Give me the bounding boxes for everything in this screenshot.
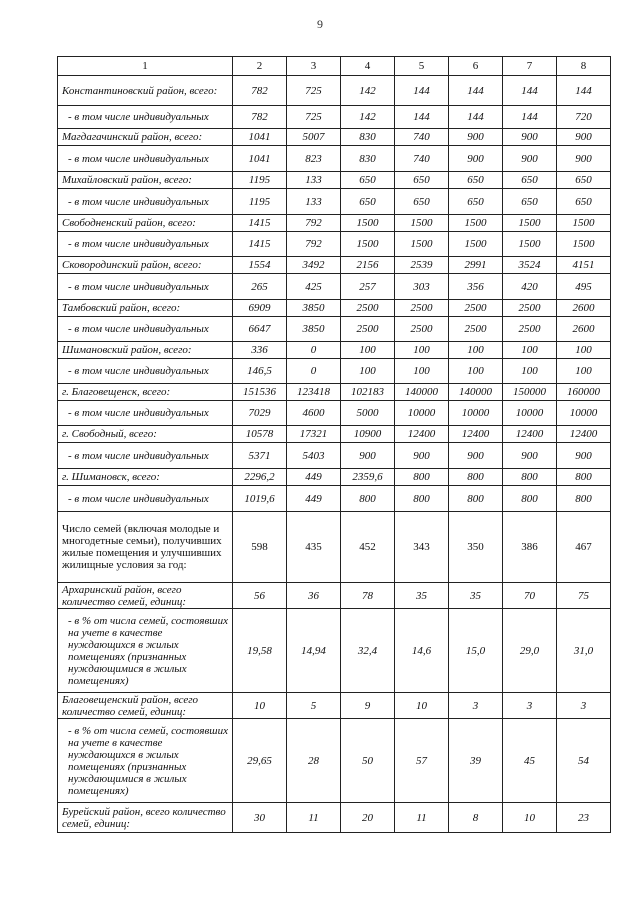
row-value-col-6: 2500 — [449, 317, 503, 342]
row-value-col-3: 5 — [287, 693, 341, 719]
row-value-col-4: 900 — [341, 443, 395, 469]
row-value-col-2: 1195 — [233, 189, 287, 215]
table-row — [58, 215, 611, 232]
table-row — [58, 693, 611, 719]
row-label: - в % от числа семей, состоявших на учете в качестве нуждающихся в жилых помещениях (признанных нуждающимися в жилых помещениях) — [58, 719, 233, 803]
row-value-col-2: 19,58 — [233, 609, 287, 693]
row-value-col-8: 720 — [557, 106, 611, 129]
row-value-col-3: 14,94 — [287, 609, 341, 693]
row-value-col-5: 800 — [395, 469, 449, 486]
row-value-col-5: 100 — [395, 359, 449, 384]
row-value-col-5: 650 — [395, 172, 449, 189]
row-value-col-4: 1500 — [341, 215, 395, 232]
row-value-col-5: 12400 — [395, 426, 449, 443]
row-value-col-6: 1500 — [449, 215, 503, 232]
row-value-col-5: 10 — [395, 693, 449, 719]
row-value-col-6: 39 — [449, 719, 503, 803]
row-value-col-3: 5007 — [287, 129, 341, 146]
row-value-col-8: 100 — [557, 342, 611, 359]
row-value-col-2: 6909 — [233, 300, 287, 317]
row-value-col-2: 336 — [233, 342, 287, 359]
row-value-col-6: 144 — [449, 106, 503, 129]
table-row — [58, 172, 611, 189]
row-value-col-6: 800 — [449, 486, 503, 512]
row-value-col-3: 3492 — [287, 257, 341, 274]
table-row — [58, 469, 611, 486]
row-value-col-5: 1500 — [395, 232, 449, 257]
row-value-col-6: 2991 — [449, 257, 503, 274]
row-value-col-8: 900 — [557, 443, 611, 469]
row-value-col-8: 800 — [557, 486, 611, 512]
row-value-col-3: 425 — [287, 274, 341, 300]
row-value-col-4: 100 — [341, 342, 395, 359]
column-number-4: 4 — [341, 57, 395, 76]
row-value-col-4: 50 — [341, 719, 395, 803]
row-value-col-6: 900 — [449, 146, 503, 172]
row-value-col-7: 2500 — [503, 317, 557, 342]
row-value-col-2: 1415 — [233, 232, 287, 257]
row-label: Шимановский район, всего: — [58, 342, 233, 359]
row-value-col-7: 70 — [503, 583, 557, 609]
row-value-col-7: 12400 — [503, 426, 557, 443]
row-value-col-5: 14,6 — [395, 609, 449, 693]
row-value-col-8: 900 — [557, 129, 611, 146]
row-value-col-6: 3 — [449, 693, 503, 719]
row-value-col-4: 142 — [341, 106, 395, 129]
row-value-col-5: 10000 — [395, 401, 449, 426]
row-value-col-3: 449 — [287, 469, 341, 486]
row-value-col-3: 792 — [287, 215, 341, 232]
row-value-col-3: 0 — [287, 342, 341, 359]
row-value-col-2: 265 — [233, 274, 287, 300]
row-value-col-2: 5371 — [233, 443, 287, 469]
row-label: г. Благовещенск, всего: — [58, 384, 233, 401]
row-value-col-8: 2600 — [557, 300, 611, 317]
column-number-8: 8 — [557, 57, 611, 76]
row-value-col-4: 2500 — [341, 317, 395, 342]
row-value-col-4: 100 — [341, 359, 395, 384]
row-value-col-4: 102183 — [341, 384, 395, 401]
row-value-col-3: 435 — [287, 512, 341, 583]
row-value-col-6: 10000 — [449, 401, 503, 426]
row-value-col-5: 1500 — [395, 215, 449, 232]
table-row — [58, 300, 611, 317]
row-value-col-6: 12400 — [449, 426, 503, 443]
row-value-col-8: 650 — [557, 189, 611, 215]
row-value-col-3: 36 — [287, 583, 341, 609]
table-row — [58, 401, 611, 426]
row-value-col-8: 900 — [557, 146, 611, 172]
row-value-col-6: 650 — [449, 172, 503, 189]
row-value-col-7: 3 — [503, 693, 557, 719]
row-value-col-3: 133 — [287, 189, 341, 215]
row-value-col-7: 100 — [503, 342, 557, 359]
row-value-col-8: 54 — [557, 719, 611, 803]
row-label: - в том числе индивидуальных — [58, 232, 233, 257]
row-value-col-4: 257 — [341, 274, 395, 300]
row-label: - в том числе индивидуальных — [58, 317, 233, 342]
row-value-col-7: 650 — [503, 189, 557, 215]
row-value-col-4: 78 — [341, 583, 395, 609]
row-value-col-6: 140000 — [449, 384, 503, 401]
row-value-col-6: 100 — [449, 359, 503, 384]
row-value-col-8: 1500 — [557, 232, 611, 257]
table-row — [58, 803, 611, 833]
row-label: - в том числе индивидуальных — [58, 401, 233, 426]
row-value-col-4: 2500 — [341, 300, 395, 317]
row-value-col-8: 467 — [557, 512, 611, 583]
row-value-col-7: 144 — [503, 106, 557, 129]
row-value-col-3: 5403 — [287, 443, 341, 469]
column-number-5: 5 — [395, 57, 449, 76]
table-row — [58, 232, 611, 257]
row-label: - в том числе индивидуальных — [58, 359, 233, 384]
row-value-col-3: 11 — [287, 803, 341, 833]
row-value-col-4: 10900 — [341, 426, 395, 443]
row-value-col-7: 1500 — [503, 215, 557, 232]
row-value-col-4: 9 — [341, 693, 395, 719]
row-value-col-2: 10578 — [233, 426, 287, 443]
row-label: Тамбовский район, всего: — [58, 300, 233, 317]
row-value-col-6: 144 — [449, 76, 503, 106]
row-value-col-3: 28 — [287, 719, 341, 803]
row-value-col-4: 830 — [341, 129, 395, 146]
row-value-col-2: 146,5 — [233, 359, 287, 384]
row-label: г. Свободный, всего: — [58, 426, 233, 443]
row-label: Михайловский район, всего: — [58, 172, 233, 189]
row-label: Магдагачинский район, всего: — [58, 129, 233, 146]
row-value-col-5: 650 — [395, 189, 449, 215]
row-value-col-2: 56 — [233, 583, 287, 609]
table-row — [58, 359, 611, 384]
row-value-col-6: 1500 — [449, 232, 503, 257]
row-value-col-5: 740 — [395, 129, 449, 146]
row-value-col-5: 11 — [395, 803, 449, 833]
row-value-col-4: 2156 — [341, 257, 395, 274]
row-value-col-4: 800 — [341, 486, 395, 512]
row-value-col-8: 144 — [557, 76, 611, 106]
row-value-col-2: 1195 — [233, 172, 287, 189]
row-value-col-5: 2539 — [395, 257, 449, 274]
row-label: г. Шимановск, всего: — [58, 469, 233, 486]
row-value-col-7: 10000 — [503, 401, 557, 426]
row-label: Свободненский район, всего: — [58, 215, 233, 232]
row-value-col-8: 800 — [557, 469, 611, 486]
row-value-col-8: 4151 — [557, 257, 611, 274]
row-value-col-2: 151536 — [233, 384, 287, 401]
row-value-col-5: 2500 — [395, 300, 449, 317]
table-row — [58, 443, 611, 469]
row-value-col-4: 452 — [341, 512, 395, 583]
row-value-col-6: 100 — [449, 342, 503, 359]
row-value-col-2: 782 — [233, 106, 287, 129]
row-value-col-6: 15,0 — [449, 609, 503, 693]
table-row — [58, 189, 611, 215]
row-value-col-2: 782 — [233, 76, 287, 106]
table-row — [58, 719, 611, 803]
row-value-col-5: 144 — [395, 106, 449, 129]
row-label: - в том числе индивидуальных — [58, 146, 233, 172]
row-value-col-8: 31,0 — [557, 609, 611, 693]
row-value-col-2: 30 — [233, 803, 287, 833]
row-value-col-3: 3850 — [287, 317, 341, 342]
row-value-col-7: 386 — [503, 512, 557, 583]
row-value-col-8: 2600 — [557, 317, 611, 342]
row-value-col-2: 1554 — [233, 257, 287, 274]
row-value-col-4: 830 — [341, 146, 395, 172]
row-value-col-8: 1500 — [557, 215, 611, 232]
row-value-col-2: 29,65 — [233, 719, 287, 803]
row-value-col-4: 2359,6 — [341, 469, 395, 486]
row-value-col-6: 900 — [449, 129, 503, 146]
row-value-col-3: 792 — [287, 232, 341, 257]
row-label: Архаринский район, всего количество семей, единиц: — [58, 583, 233, 609]
row-value-col-6: 356 — [449, 274, 503, 300]
row-value-col-6: 8 — [449, 803, 503, 833]
row-value-col-3: 449 — [287, 486, 341, 512]
row-label: - в том числе индивидуальных — [58, 443, 233, 469]
row-value-col-3: 823 — [287, 146, 341, 172]
row-value-col-6: 900 — [449, 443, 503, 469]
table-row — [58, 76, 611, 106]
row-value-col-7: 29,0 — [503, 609, 557, 693]
column-number-6: 6 — [449, 57, 503, 76]
row-value-col-7: 800 — [503, 486, 557, 512]
row-value-col-5: 343 — [395, 512, 449, 583]
row-value-col-8: 495 — [557, 274, 611, 300]
row-value-col-7: 2500 — [503, 300, 557, 317]
row-value-col-4: 20 — [341, 803, 395, 833]
table-row — [58, 512, 611, 583]
row-label: - в том числе индивидуальных — [58, 274, 233, 300]
row-label: Сковородинский район, всего: — [58, 257, 233, 274]
row-value-col-6: 800 — [449, 469, 503, 486]
row-label: - в том числе индивидуальных — [58, 189, 233, 215]
row-value-col-3: 725 — [287, 76, 341, 106]
row-value-col-5: 100 — [395, 342, 449, 359]
row-value-col-5: 144 — [395, 76, 449, 106]
table-header-row — [58, 57, 611, 76]
row-value-col-4: 32,4 — [341, 609, 395, 693]
row-value-col-3: 0 — [287, 359, 341, 384]
row-value-col-2: 1415 — [233, 215, 287, 232]
row-value-col-8: 23 — [557, 803, 611, 833]
row-value-col-6: 2500 — [449, 300, 503, 317]
row-value-col-4: 650 — [341, 172, 395, 189]
row-value-col-2: 10 — [233, 693, 287, 719]
row-value-col-5: 740 — [395, 146, 449, 172]
row-value-col-7: 800 — [503, 469, 557, 486]
row-value-col-8: 3 — [557, 693, 611, 719]
row-label: - в том числе индивидуальных — [58, 486, 233, 512]
table-row — [58, 486, 611, 512]
row-value-col-7: 144 — [503, 76, 557, 106]
table-row — [58, 342, 611, 359]
row-value-col-2: 1019,6 — [233, 486, 287, 512]
row-label: - в том числе индивидуальных — [58, 106, 233, 129]
row-value-col-7: 100 — [503, 359, 557, 384]
row-value-col-4: 650 — [341, 189, 395, 215]
data-table — [57, 56, 611, 833]
column-number-1: 1 — [58, 57, 233, 76]
column-number-2: 2 — [233, 57, 287, 76]
row-value-col-3: 3850 — [287, 300, 341, 317]
row-value-col-4: 142 — [341, 76, 395, 106]
row-value-col-7: 1500 — [503, 232, 557, 257]
row-value-col-8: 650 — [557, 172, 611, 189]
table-row — [58, 257, 611, 274]
row-value-col-3: 17321 — [287, 426, 341, 443]
row-label: Благовещенский район, всего количество семей, единиц: — [58, 693, 233, 719]
table-row — [58, 384, 611, 401]
row-value-col-2: 6647 — [233, 317, 287, 342]
row-value-col-8: 100 — [557, 359, 611, 384]
row-label: Константиновский район, всего: — [58, 76, 233, 106]
row-value-col-8: 75 — [557, 583, 611, 609]
table-row — [58, 129, 611, 146]
page-number: 9 — [317, 17, 323, 31]
row-value-col-7: 10 — [503, 803, 557, 833]
table-row — [58, 274, 611, 300]
table-row — [58, 609, 611, 693]
row-value-col-7: 150000 — [503, 384, 557, 401]
row-value-col-2: 2296,2 — [233, 469, 287, 486]
row-value-col-7: 45 — [503, 719, 557, 803]
row-value-col-7: 420 — [503, 274, 557, 300]
row-value-col-7: 900 — [503, 443, 557, 469]
row-value-col-5: 57 — [395, 719, 449, 803]
row-value-col-5: 800 — [395, 486, 449, 512]
row-value-col-5: 140000 — [395, 384, 449, 401]
row-value-col-6: 350 — [449, 512, 503, 583]
row-value-col-5: 2500 — [395, 317, 449, 342]
row-value-col-6: 650 — [449, 189, 503, 215]
table-row — [58, 583, 611, 609]
row-value-col-8: 160000 — [557, 384, 611, 401]
table-row — [58, 146, 611, 172]
row-value-col-8: 12400 — [557, 426, 611, 443]
row-value-col-2: 7029 — [233, 401, 287, 426]
row-label: Бурейский район, всего количество семей, единиц: — [58, 803, 233, 833]
row-value-col-7: 3524 — [503, 257, 557, 274]
row-value-col-2: 1041 — [233, 146, 287, 172]
column-number-7: 7 — [503, 57, 557, 76]
row-value-col-2: 598 — [233, 512, 287, 583]
table-row — [58, 106, 611, 129]
row-value-col-8: 10000 — [557, 401, 611, 426]
column-number-3: 3 — [287, 57, 341, 76]
table-row — [58, 426, 611, 443]
row-value-col-7: 900 — [503, 146, 557, 172]
row-value-col-4: 1500 — [341, 232, 395, 257]
row-value-col-6: 35 — [449, 583, 503, 609]
row-value-col-5: 303 — [395, 274, 449, 300]
table-row — [58, 317, 611, 342]
row-value-col-3: 133 — [287, 172, 341, 189]
row-value-col-3: 123418 — [287, 384, 341, 401]
row-label: - в % от числа семей, состоявших на учете в качестве нуждающихся в жилых помещениях (признанных нуждающимися в жилых помещениях) — [58, 609, 233, 693]
row-value-col-5: 900 — [395, 443, 449, 469]
row-value-col-3: 725 — [287, 106, 341, 129]
row-label: Число семей (включая молодые и многодетные семьи), получивших жилые помещения и улучшивших жилищные условия за год: — [58, 512, 233, 583]
row-value-col-7: 900 — [503, 129, 557, 146]
row-value-col-3: 4600 — [287, 401, 341, 426]
row-value-col-2: 1041 — [233, 129, 287, 146]
row-value-col-5: 35 — [395, 583, 449, 609]
row-value-col-4: 5000 — [341, 401, 395, 426]
row-value-col-7: 650 — [503, 172, 557, 189]
